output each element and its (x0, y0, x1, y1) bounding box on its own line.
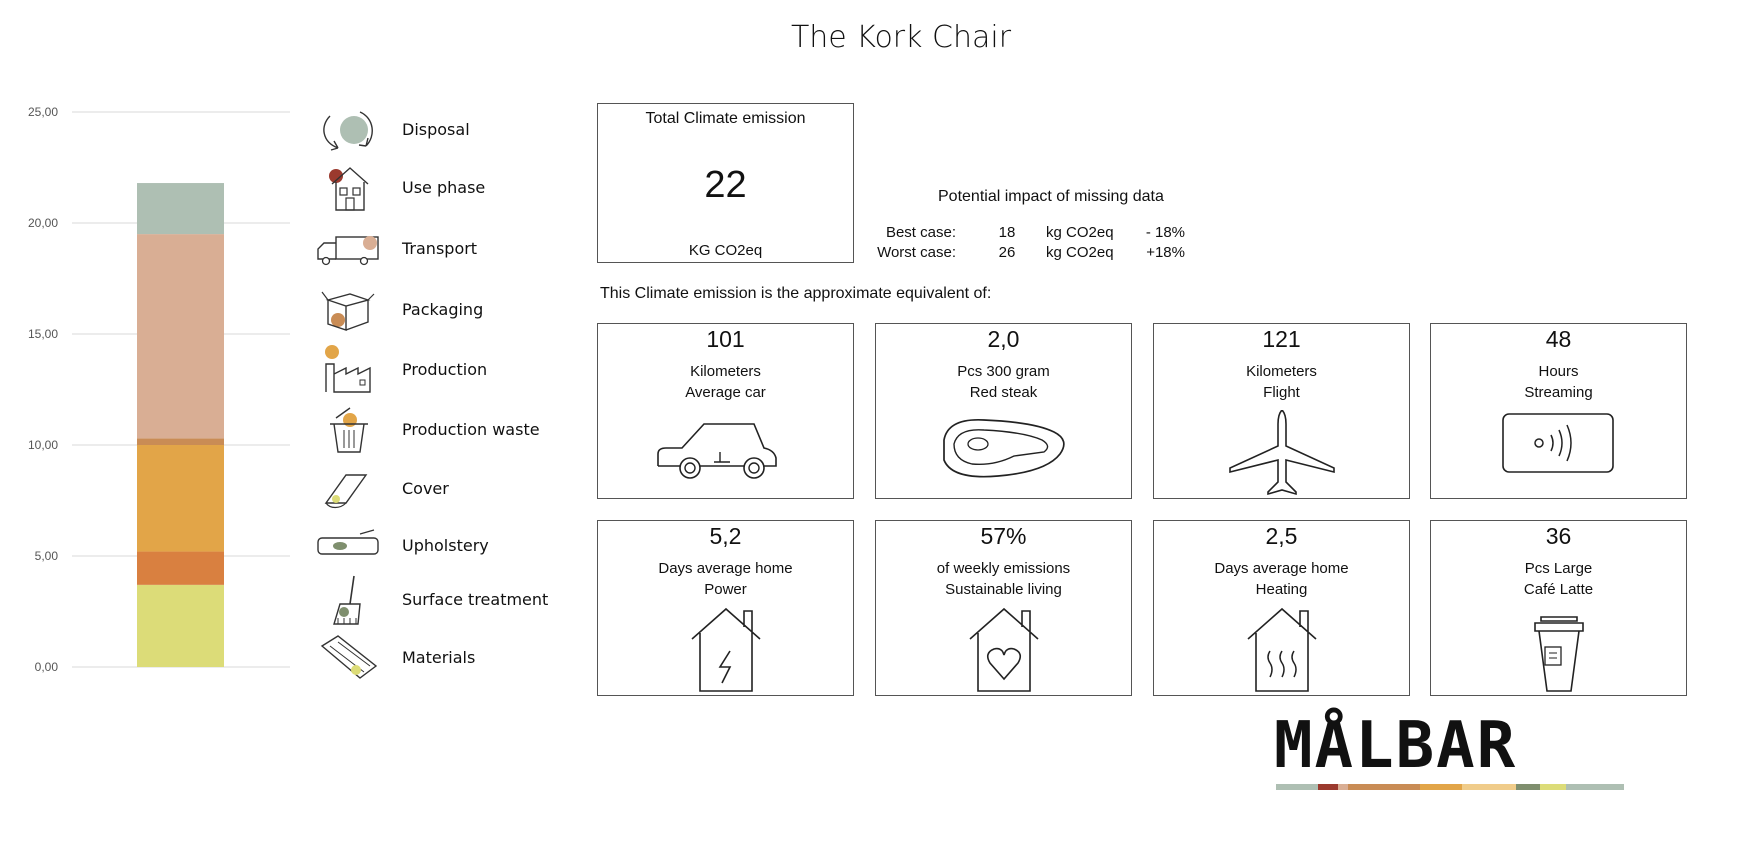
legend-item-cover (316, 463, 596, 523)
box-icon (316, 284, 382, 336)
equivalent-line1: Days average home (1214, 560, 1349, 577)
legend-label: Production (402, 360, 488, 379)
logo-bar-segment (1516, 784, 1540, 790)
equivalent-value: 121 (1262, 326, 1301, 352)
legend-item-upholstery (316, 520, 596, 580)
legend-label: Packaging (402, 300, 484, 319)
equivalent-card-home-heating (1153, 520, 1410, 696)
equivalent-value: 101 (706, 326, 745, 352)
worst-case-percent: +18% (1146, 244, 1185, 261)
equivalent-value: 48 (1545, 326, 1572, 352)
best-case-label: Best case: (885, 224, 956, 241)
legend-label: Disposal (402, 120, 470, 139)
equivalent-line2: Streaming (1524, 384, 1593, 401)
equivalent-line2: Average car (685, 384, 766, 401)
bar-segment (137, 234, 224, 438)
legend-item-surface-treatment (316, 574, 596, 634)
logo-bar-segment (1348, 784, 1420, 790)
y-tick-label: 25,00 (27, 105, 58, 119)
legend-label: Use phase (402, 178, 486, 197)
legend-item-packaging (316, 284, 596, 344)
house-icon (316, 162, 382, 214)
logo-bar-segment (1318, 784, 1338, 790)
house-power-icon (646, 607, 806, 693)
logo-bar-segment (1276, 784, 1318, 790)
house-heart-icon (924, 607, 1084, 693)
equivalent-line1: Pcs Large (1524, 560, 1593, 577)
brush-icon (316, 574, 382, 626)
equivalent-line2: Red steak (969, 384, 1038, 401)
bar-segment (137, 445, 224, 552)
factory-icon (316, 344, 382, 396)
worst-case-value: 26 (998, 244, 1016, 261)
streaming-icon (1479, 410, 1639, 496)
equivalent-line2: Heating (1255, 581, 1308, 598)
equivalent-line2: Sustainable living (945, 581, 1062, 598)
equivalent-intro: This Climate emission is the approximate equivalent of: (600, 285, 992, 302)
equivalent-value: 2,0 (987, 326, 1020, 352)
trash-bin-icon (316, 404, 382, 456)
equivalent-value: 5,2 (709, 523, 742, 549)
equivalent-card-steak (875, 323, 1132, 499)
equivalent-line1: Kilometers (690, 363, 761, 380)
total-value: 22 (704, 164, 747, 206)
legend-label: Production waste (402, 420, 540, 439)
logo-bar-segment (1338, 784, 1348, 790)
legend-item-disposal (316, 104, 596, 164)
legend-label: Surface treatment (402, 590, 549, 609)
equivalent-line1: Kilometers (1246, 363, 1317, 380)
steak-icon (924, 410, 1084, 496)
equivalent-line2: Power (704, 581, 747, 598)
total-emission-box (597, 103, 854, 263)
legend-item-materials (316, 632, 596, 692)
equivalent-card-flight (1153, 323, 1410, 499)
equivalent-line2: Flight (1263, 384, 1300, 401)
best-case-unit: kg CO2eq (1046, 224, 1114, 241)
total-label: Total Climate emission (645, 110, 806, 127)
equivalent-card-sustainable-living (875, 520, 1132, 696)
equivalent-card-cafe-latte (1430, 520, 1687, 696)
malbar-logo: MÅLBAR (1274, 709, 1518, 783)
logo-bar-segment (1566, 784, 1624, 790)
stacked-bar-chart (0, 90, 300, 690)
recycle-icon (316, 104, 382, 156)
house-heating-icon (1202, 607, 1362, 693)
y-tick-label: 10,00 (27, 438, 58, 452)
equivalent-line1: Pcs 300 gram (957, 363, 1050, 380)
worst-case-label: Worst case: (877, 244, 956, 261)
logo-bar-segment (1420, 784, 1462, 790)
logo-color-bar (1276, 784, 1650, 790)
total-unit: KG CO2eq (688, 242, 763, 259)
equivalent-card-streaming (1430, 323, 1687, 499)
legend-item-production-waste (316, 404, 596, 464)
legend-label: Materials (402, 648, 476, 667)
equivalent-line1: Days average home (658, 560, 793, 577)
fabric-icon (316, 463, 382, 515)
bar-segment (137, 552, 224, 585)
coffee-cup-icon (1479, 607, 1639, 693)
best-case-value: 18 (998, 224, 1016, 241)
missing-data-title: Potential impact of missing data (938, 188, 1164, 205)
equivalent-line2: Café Latte (1523, 581, 1594, 598)
equivalent-value: 36 (1545, 523, 1572, 549)
y-tick-label: 20,00 (27, 216, 58, 230)
logo-bar-segment (1462, 784, 1516, 790)
logo-bar-segment (1540, 784, 1566, 790)
y-tick-label: 15,00 (27, 327, 58, 341)
wood-icon (316, 632, 382, 684)
bar-segment (137, 183, 224, 234)
cushion-icon (316, 520, 382, 572)
legend-item-use-phase (316, 162, 596, 222)
legend-item-production (316, 344, 596, 404)
legend-label: Upholstery (402, 536, 489, 555)
page-title: The Kork Chair (790, 20, 1012, 55)
legend-item-transport (316, 223, 596, 283)
truck-icon (316, 223, 382, 275)
bar-segment (137, 585, 224, 667)
equivalent-line1: Hours (1538, 363, 1579, 380)
bar-segment (137, 438, 224, 445)
legend-label: Cover (402, 479, 449, 498)
best-case-percent: - 18% (1145, 224, 1185, 241)
legend-label: Transport (402, 239, 478, 258)
equivalent-line1: of weekly emissions (936, 560, 1071, 577)
worst-case-unit: kg CO2eq (1046, 244, 1114, 261)
equivalent-value: 57% (980, 523, 1027, 549)
equivalent-card-home-power (597, 520, 854, 696)
equivalent-value: 2,5 (1265, 523, 1298, 549)
y-tick-label: 0,00 (34, 660, 58, 674)
airplane-icon (1202, 410, 1362, 496)
equivalent-card-car (597, 323, 854, 499)
y-tick-label: 5,00 (34, 549, 58, 563)
car-icon (646, 410, 806, 496)
